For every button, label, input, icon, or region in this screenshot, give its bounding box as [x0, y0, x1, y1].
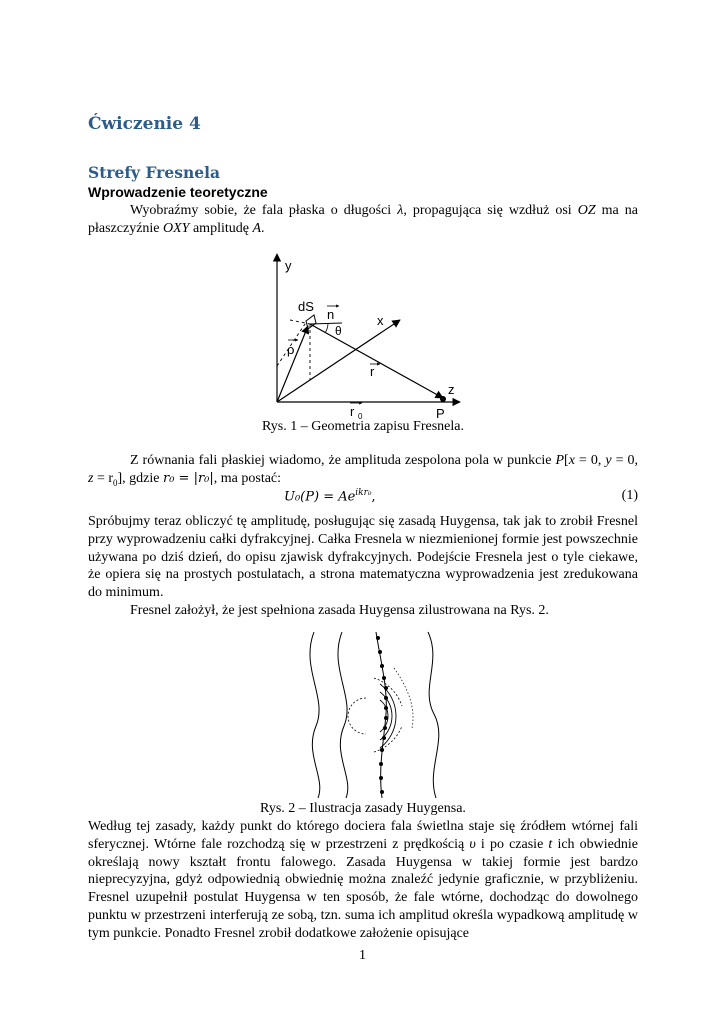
page-number: 1 [359, 948, 366, 963]
label-z: z [448, 382, 455, 397]
label-y: y [285, 258, 292, 273]
paragraph-intro: Wyobraźmy sobie, że fala płaska o długości λ, propagująca się wzdłuż osi OZ ma na płaszczyźnie OXY amplitudę A. [88, 203, 638, 236]
label-r0-sub: 0 [358, 412, 363, 420]
figure-1-fresnel-geometry [260, 248, 470, 420]
section-title: Strefy Fresnela [88, 163, 220, 182]
paragraph-huygens-intro: Spróbujmy teraz obliczyć tę amplitudę, posługując się zasadą Huygensa, tak jak to zrobił Fresnel przy wyprowadzeniu całki dyfrakcyjnej. Całka Fresnela w niezmienionej formie jest powszechnie używana po dziś dzień, do opisu zjawisk dyfrakcyjnych. Podejście Fresnela jest o tyle ciekawe, że opiera się na prostych postulatach, a strona matematyczna wyprowadzenia jest zredukowana do minimum. [88, 514, 638, 601]
paragraph-fresnel-assumed: Fresnel założył, że jest spełniona zasada Huygensa zilustrowana na Rys. 2. [130, 603, 549, 618]
rho-vector [277, 326, 308, 402]
figure-2-huygens-principle [296, 628, 458, 800]
label-r: r [370, 364, 375, 379]
subheading: Wprowadzenie teoretyczne [88, 184, 268, 200]
label-x: x [377, 313, 384, 328]
figure-2-caption: Rys. 2 – Ilustracja zasady Huygensa. [260, 801, 466, 816]
label-dS: dS [298, 299, 314, 314]
exercise-heading: Ćwiczenie 4 [88, 114, 201, 134]
paragraph-plane-wave: Z równania fali płaskiej wiadomo, że amplituda zespolona pola w punkcie P[x = 0, y = 0, $z = r_0$], gdzie r₀ = |r₀|, ma postać: [88, 453, 638, 488]
label-r0: r [350, 404, 355, 419]
label-theta: θ [335, 324, 342, 338]
figure-1-caption: Rys. 1 – Geometria zapisu Fresnela. [261, 419, 464, 434]
point-P [440, 396, 446, 402]
label-n: n [327, 307, 335, 322]
label-P: P [436, 406, 445, 420]
paragraph-huygens-principle: Według tej zasady, każdy punkt do którego dociera fala świetlna staje się źródłem wtórnej fali sferycznej. Wtórne fale rozchodzą się w przestrzeni z prędkością υ i po czasie t ich obwiednie określają nowy kształt frontu falowego. Zasada Huygensa w takiej formie jest bardzo nieprecyzyjna, gdyż odpowiednią obwiednię można znaleźć jedynie graficznie, w przybliżeniu. Fresnel uzupełnił postulat Huygensa w ten sposób, że fale wtórne, dochodząc do dowolnego punktu w przestrzeni interferują ze sobą, tzn. suma ich amplitud określa wypadkową amplitudę w tym punkcie. Ponadto Fresnel zrobił dodatkowe założenie opisujące [88, 819, 638, 941]
label-rho: ρ [287, 342, 295, 357]
